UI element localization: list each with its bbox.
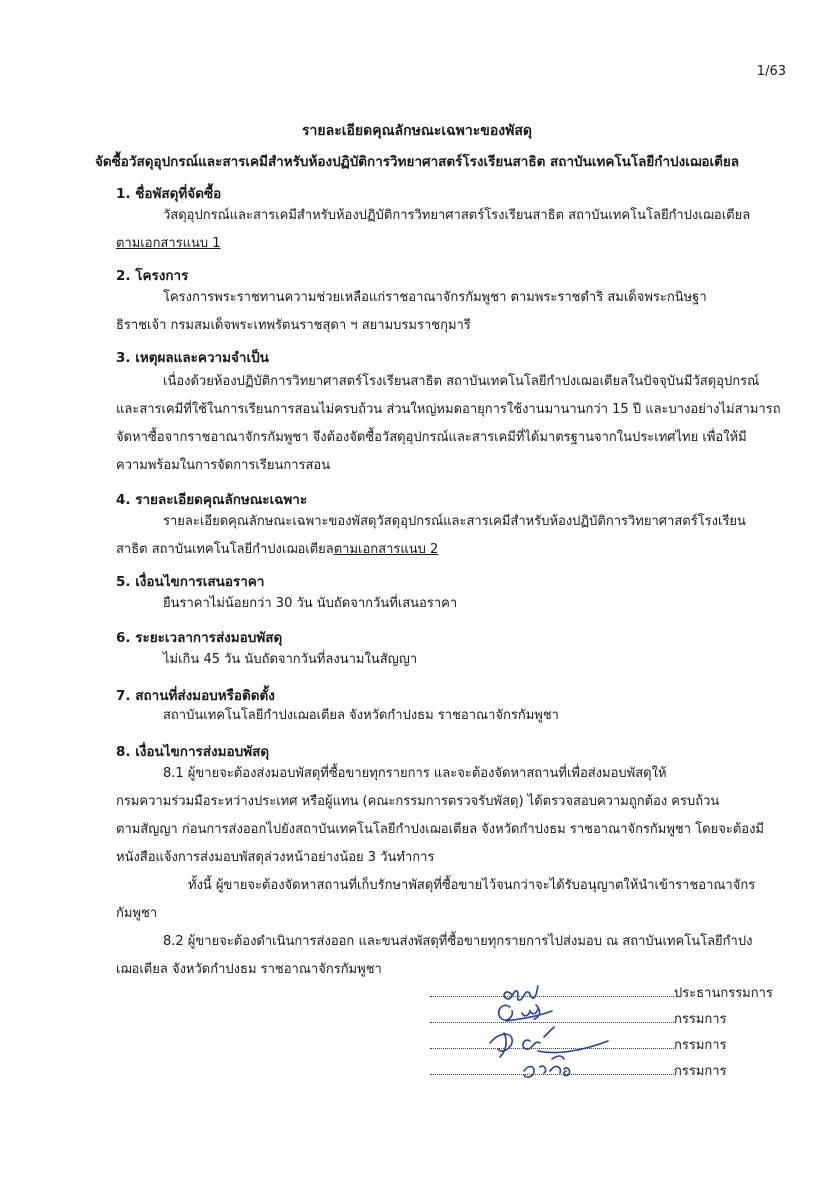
section-6-body: [116, 646, 792, 674]
section-4-text: รายละเอียดคุณลักษณะเฉพาะของพัสดุวัสดุอุปกรณ์และสารเคมีสำหรับห้องปฏิบัติการวิทยาศาสตร์โรงเรียน: [163, 514, 746, 529]
section-5-heading: 5. เงื่อนไขการเสนอราคา: [116, 574, 265, 590]
section-4-text-2: สาธิต สถาบันเทคโนโลยีกำปงเฌอเตียล: [116, 542, 334, 557]
section-1-heading: 1. ชื่อพัสดุที่จัดซื้อ: [116, 186, 222, 202]
section-5-text: ยืนราคาไม่น้อยกว่า 30 วัน นับถัดจากวันที่เสนอราคา: [163, 596, 458, 611]
section-1-text: วัสดุอุปกรณ์และสารเคมีสำหรับห้องปฏิบัติการวิทยาศาสตร์โรงเรียนสาธิต สถาบันเทคโนโลยีกำปงเฌอเตียล: [163, 208, 751, 223]
section-8-1-text: 8.1 ผู้ขายจะต้องส่งมอบพัสดุที่ซื้อขายทุกรายการ และจะต้องจัดหาสถานที่เพื่อส่งมอบพัสดุให้: [163, 766, 667, 781]
section-3-heading: 3. เหตุผลและความจำเป็น: [116, 350, 269, 366]
section-4-attachment-link: ตามเอกสารแนบ 2: [333, 542, 439, 557]
section-8-note-text: ทั้งนี้ ผู้ขายจะต้องจัดหาสถานที่เก็บรักษาพัสดุที่ซื้อขายไว้จนกว่าจะได้รับอนุญาตให้นำเข้าราชอาณาจักร: [188, 878, 756, 893]
signature-line-member-2: [430, 1034, 770, 1055]
signature-line-chairman: [430, 982, 773, 1003]
section-8-1-text-2: กรมความร่วมมือระหว่างประเทศ หรือผู้แทน (คณะกรรมการตรวจรับพัสดุ) ได้ตรวจสอบความถูกต้อง ครบถ้วน: [116, 794, 720, 809]
section-3-body: [116, 368, 792, 480]
section-3-text: เนื่องด้วยห้องปฏิบัติการวิทยาศาสตร์โรงเรียนสาธิต สถาบันเทคโนโลยีกำปงเฌอเตียลในปัจจุบันมีวัสดุอุปกรณ์: [163, 374, 760, 389]
section-8-note-text-2: กัมพูชา: [116, 906, 158, 921]
section-3-text-2: และสารเคมีที่ใช้ในการเรียนการสอนไม่ครบถ้วน ส่วนใหญ่หมดอายุการใช้งานมานานกว่า 15 ปี และบางอย่างไม่สามารถ: [116, 402, 781, 417]
section-4-heading: 4. รายละเอียดคุณลักษณะเฉพาะ: [116, 492, 308, 508]
section-3-text-3: จัดหาซื้อจากราชอาณาจักรกัมพูชา จึงต้องจัดซื้อวัสดุอุปกรณ์และสารเคมีที่ได้มาตรฐานจากในประเทศไทย เพื่อให้มี: [116, 430, 747, 445]
signature-dots: [430, 1064, 674, 1075]
section-8-body: [116, 760, 792, 984]
section-7-body: [116, 702, 792, 730]
signature-line-member-3: [430, 1060, 770, 1081]
section-8-1-text-4: หนังสือแจ้งการส่งมอบพัสดุล่วงหน้าอย่างน้อย 3 วันทำการ: [116, 850, 435, 865]
section-3-text-4: ความพร้อมในการจัดการเรียนการสอน: [116, 458, 331, 473]
section-8-1-text-3: ตามสัญญา ก่อนการส่งออกไปยังสถาบันเทคโนโลยีกำปงเฌอเตียล จังหวัดกำปงธม ราชอาณาจักรกัมพูชา โดยจะต้องมี: [116, 822, 764, 837]
section-7-text: สถาบันเทคโนโลยีกำปงเฌอเตียล จังหวัดกำปงธม ราชอาณาจักรกัมพูชา: [163, 708, 559, 723]
section-1-attachment-link: ตามเอกสารแนบ 1: [116, 236, 221, 251]
section-8-2-text: 8.2 ผู้ขายจะต้องดำเนินการส่งออก และขนส่งพัสดุที่ซื้อขายทุกรายการไปส่งมอบ ณ สถาบันเทคโนโลยีกำปง: [163, 934, 753, 949]
signature-role: ประธานกรรมการ: [674, 986, 773, 1001]
section-6-heading: 6. ระยะเวลาการส่งมอบพัสดุ: [116, 630, 283, 646]
section-2-text-2: ธิราชเจ้า กรมสมเด็จพระเทพรัตนราชสุดา ฯ สยามบรมราชกุมารี: [116, 318, 471, 333]
signature-role: กรรมการ: [674, 1038, 727, 1053]
signature-dots: [430, 1012, 674, 1023]
section-5-body: [116, 590, 792, 618]
section-2-heading: 2. โครงการ: [116, 268, 189, 284]
section-1-body: [116, 202, 792, 258]
signature-role: กรรมการ: [674, 1064, 727, 1079]
document-title: รายละเอียดคุณลักษณะเฉพาะของพัสดุ: [302, 123, 532, 139]
signature-dots: [430, 1038, 674, 1049]
signature-line-member-1: [430, 1008, 770, 1029]
document-subtitle: จัดซื้อวัสดุอุปกรณ์และสารเคมีสำหรับห้องปฏิบัติการวิทยาศาสตร์โรงเรียนสาธิต สถาบันเทคโนโลยีกำปงเฌอเตียล: [94, 154, 740, 170]
signature-dots: [430, 986, 674, 997]
section-6-text: ไม่เกิน 45 วัน นับถัดจากวันที่ลงนามในสัญญา: [163, 652, 418, 667]
section-4-body: [116, 508, 792, 564]
section-8-2-text-2: เฌอเตียล จังหวัดกำปงธม ราชอาณาจักรกัมพูชา: [116, 962, 382, 977]
section-7-heading: 7. สถานที่ส่งมอบหรือติดตั้ง: [116, 688, 275, 704]
section-2-text: โครงการพระราชทานความช่วยเหลือแก่ราชอาณาจักรกัมพูชา ตามพระราชดำริ สมเด็จพระกนิษฐา: [163, 290, 707, 305]
section-2-body: [116, 284, 792, 340]
page-number: 1/63: [756, 64, 786, 79]
section-8-heading: 8. เงื่อนไขการส่งมอบพัสดุ: [116, 744, 270, 760]
signature-role: กรรมการ: [674, 1012, 727, 1027]
